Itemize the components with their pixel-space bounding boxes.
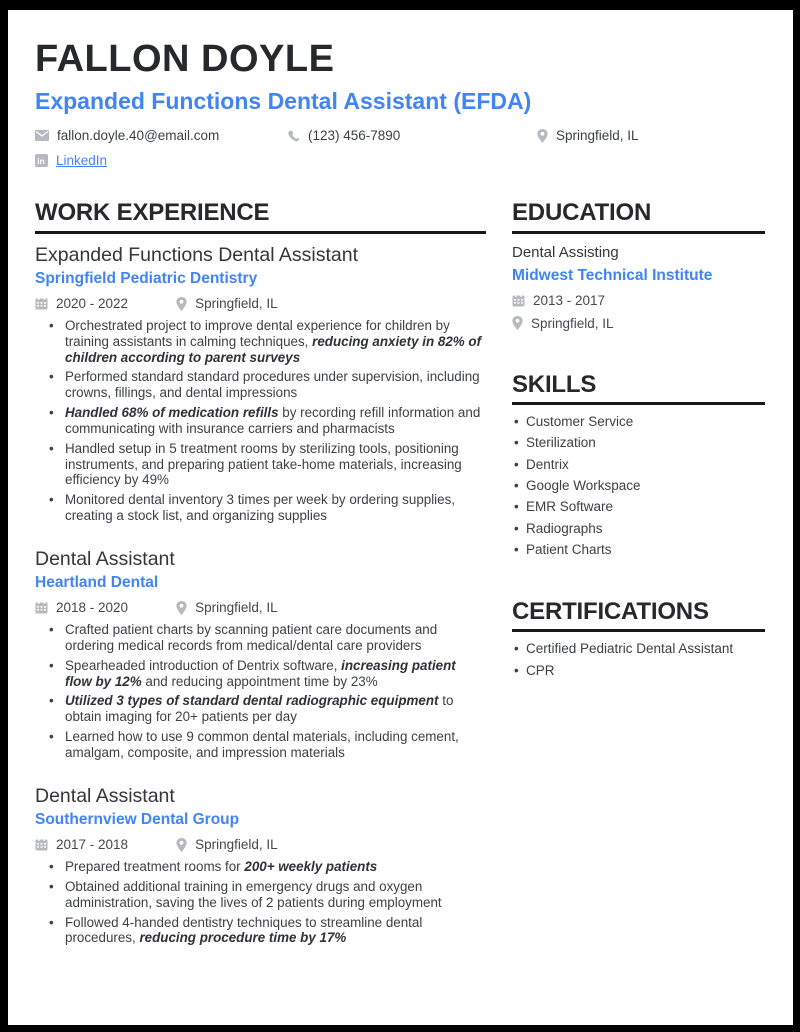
bullet-text: Customer Service xyxy=(526,413,634,429)
job-entry xyxy=(35,244,486,524)
bullet-text: CPR xyxy=(526,662,555,678)
calendar-icon xyxy=(512,294,525,307)
work-experience-section xyxy=(35,200,486,946)
calendar-icon xyxy=(35,297,48,310)
phone-contact xyxy=(287,128,537,143)
bullet-text: Obtained additional training in emergency drugs and oxygen administration, saving the lives of 2 patients during employment xyxy=(65,878,442,910)
bullet-text: Crafted patient charts by scanning patient care documents and ordering medical records from medical/dental care providers xyxy=(65,622,438,653)
contact-row-2 xyxy=(35,153,765,168)
bullet-marker: • xyxy=(49,440,54,456)
linkedin-link[interactable]: LinkedIn xyxy=(56,153,108,169)
bullet-marker: • xyxy=(514,456,519,472)
bullet-item xyxy=(512,500,765,515)
bullet-text: Dentrix xyxy=(526,456,569,472)
job-location-text: Springfield, IL xyxy=(195,296,278,311)
job-location-text: Springfield, IL xyxy=(195,600,278,616)
resume-header xyxy=(35,40,765,168)
bullet-text: Utilized 3 types of standard dental radiographic equipment to obtain imaging for 20+ patients per day xyxy=(65,693,454,725)
bullet-marker: • xyxy=(49,657,54,673)
job-dates-text: 2017 - 2018 xyxy=(56,837,129,853)
job-dates-text: 2020 - 2022 xyxy=(56,296,129,311)
certifications-section xyxy=(512,599,765,679)
bullet-marker: • xyxy=(49,914,54,930)
contact-row xyxy=(35,128,765,143)
bullet-item xyxy=(512,543,765,558)
bullet-marker: • xyxy=(49,318,54,333)
bullet-marker: • xyxy=(514,520,519,536)
job-company: Springfield Pediatric Dentistry xyxy=(35,270,258,287)
bullet-marker: • xyxy=(514,413,519,429)
linkedin-contact xyxy=(35,153,107,168)
job-entry xyxy=(35,548,486,761)
bullet-text: Performed standard standard procedures under supervision, including crowns, fillings, and dental impressions xyxy=(65,369,480,401)
bullet-marker: • xyxy=(514,662,519,678)
job-bullets xyxy=(35,622,486,761)
job-title: Expanded Functions Dental Assistant xyxy=(35,243,359,266)
bullet-text: Learned how to use 9 common dental materials, including cement, amalgam, composite, and impression materials xyxy=(65,729,459,760)
bullet-marker: • xyxy=(49,405,54,421)
education-dates-text: 2013 - 2017 xyxy=(533,292,606,308)
skills-heading: SKILLS xyxy=(512,372,765,405)
job-dates-text: 2018 - 2020 xyxy=(56,600,129,616)
job-meta-row xyxy=(35,837,486,852)
bullet-item xyxy=(35,879,486,911)
bullet-item xyxy=(512,458,765,473)
bullet-text: Prepared treatment rooms for 200+ weekly patients xyxy=(65,859,378,875)
bullet-marker: • xyxy=(514,499,519,515)
certifications-heading: CERTIFICATIONS xyxy=(512,599,765,632)
bullet-text: Spearheaded introduction of Dentrix software, increasing patient flow by 12% and reducing appointment time by 23% xyxy=(65,657,456,689)
person-name: FALLON DOYLE xyxy=(35,38,335,80)
bullet-item xyxy=(512,479,765,494)
job-dates xyxy=(35,296,128,311)
bullet-item xyxy=(512,436,765,451)
bullet-item xyxy=(35,658,486,690)
bullet-item xyxy=(35,492,486,524)
work-experience-heading: WORK EXPERIENCE xyxy=(35,200,486,233)
education-location-text: Springfield, IL xyxy=(531,315,614,331)
person-job-title: Expanded Functions Dental Assistant (EFDA) xyxy=(35,87,532,114)
bullet-text: Followed 4-handed dentistry techniques to streamline dental procedures, reducing procedure time by 17% xyxy=(65,914,423,946)
email-text: fallon.doyle.40@email.com xyxy=(57,128,220,144)
location-contact xyxy=(537,128,639,143)
bullet-marker: • xyxy=(514,478,519,493)
bullet-item xyxy=(512,522,765,537)
certifications-list xyxy=(512,642,765,678)
job-list xyxy=(35,244,486,947)
bullet-item xyxy=(512,415,765,430)
right-column xyxy=(512,200,765,970)
bullet-marker: • xyxy=(49,729,54,745)
job-entry xyxy=(35,785,486,946)
bullet-marker: • xyxy=(514,641,519,657)
job-location-text: Springfield, IL xyxy=(195,837,278,853)
svg-text:in: in xyxy=(37,156,45,167)
job-meta-row xyxy=(35,296,486,311)
linkedin-icon xyxy=(35,154,48,167)
bullet-item xyxy=(35,693,486,725)
education-heading: EDUCATION xyxy=(512,200,765,233)
left-column xyxy=(35,200,486,970)
phone-text: (123) 456-7890 xyxy=(308,128,401,144)
bullet-item xyxy=(35,441,486,488)
job-company: Southernview Dental Group xyxy=(35,811,240,829)
resume-page xyxy=(8,10,793,1025)
location-pin-icon xyxy=(176,838,187,852)
bullet-text: Patient Charts xyxy=(526,542,612,558)
location-text: Springfield, IL xyxy=(556,128,639,144)
bullet-text: Monitored dental inventory 3 times per week by ordering supplies, creating a stock list, and organizing supplies xyxy=(65,492,456,523)
bullet-marker: • xyxy=(49,492,54,508)
bullet-marker: • xyxy=(49,878,54,894)
education-school: Midwest Technical Institute xyxy=(512,266,713,284)
job-location xyxy=(176,837,278,852)
bullet-marker: • xyxy=(49,859,54,875)
job-title: Dental Assistant xyxy=(35,784,175,807)
job-company: Heartland Dental xyxy=(35,574,159,592)
bullet-item xyxy=(512,664,765,679)
email-contact xyxy=(35,128,287,143)
bullet-text: Radiographs xyxy=(526,520,603,536)
location-pin-icon xyxy=(537,129,548,143)
bullet-item xyxy=(35,318,486,365)
bullet-marker: • xyxy=(49,369,54,385)
location-pin-icon xyxy=(512,316,523,330)
bullet-text: EMR Software xyxy=(526,499,614,515)
phone-icon xyxy=(287,129,300,142)
bullet-item xyxy=(35,859,486,875)
bullet-text: Sterilization xyxy=(526,435,596,451)
bullet-marker: • xyxy=(49,622,54,638)
bullet-text: Google Workspace xyxy=(526,478,641,493)
education-location xyxy=(512,316,765,331)
bullet-item xyxy=(35,405,486,437)
job-dates xyxy=(35,600,128,615)
location-pin-icon xyxy=(176,601,187,615)
job-meta-row xyxy=(35,600,486,615)
job-location xyxy=(176,600,278,615)
job-bullets xyxy=(35,318,486,524)
education-dates xyxy=(512,293,765,308)
bullet-item xyxy=(35,915,486,947)
bullet-text: Handled 68% of medication refills by recording refill information and communicating with insurance carriers and pharmacists xyxy=(65,405,481,436)
job-location xyxy=(176,296,278,311)
bullet-marker: • xyxy=(514,435,519,451)
email-icon xyxy=(35,130,49,141)
skills-list xyxy=(512,415,765,558)
bullet-marker: • xyxy=(49,693,54,709)
job-dates xyxy=(35,837,128,852)
bullet-item xyxy=(35,622,486,654)
education-degree: Dental Assisting xyxy=(512,243,619,261)
job-bullets xyxy=(35,859,486,946)
resume-body xyxy=(35,200,765,970)
calendar-icon xyxy=(35,838,48,851)
bullet-item xyxy=(512,642,765,657)
bullet-text: Certified Pediatric Dental Assistant xyxy=(526,641,734,657)
location-pin-icon xyxy=(176,297,187,311)
bullet-text: Handled setup in 5 treatment rooms by sterilizing tools, positioning instruments, and preparing patient take-home materials, increasing efficiency by 49% xyxy=(65,440,462,488)
bullet-item xyxy=(35,729,486,761)
skills-section xyxy=(512,372,765,558)
bullet-marker: • xyxy=(514,542,519,558)
job-title: Dental Assistant xyxy=(35,547,175,570)
education-section xyxy=(512,200,765,330)
bullet-item xyxy=(35,369,486,401)
calendar-icon xyxy=(35,601,48,614)
bullet-text: Orchestrated project to improve dental experience for children by training assistants in calming techniques, reducing anxiety in 82% of children according to parent surveys xyxy=(65,318,482,365)
